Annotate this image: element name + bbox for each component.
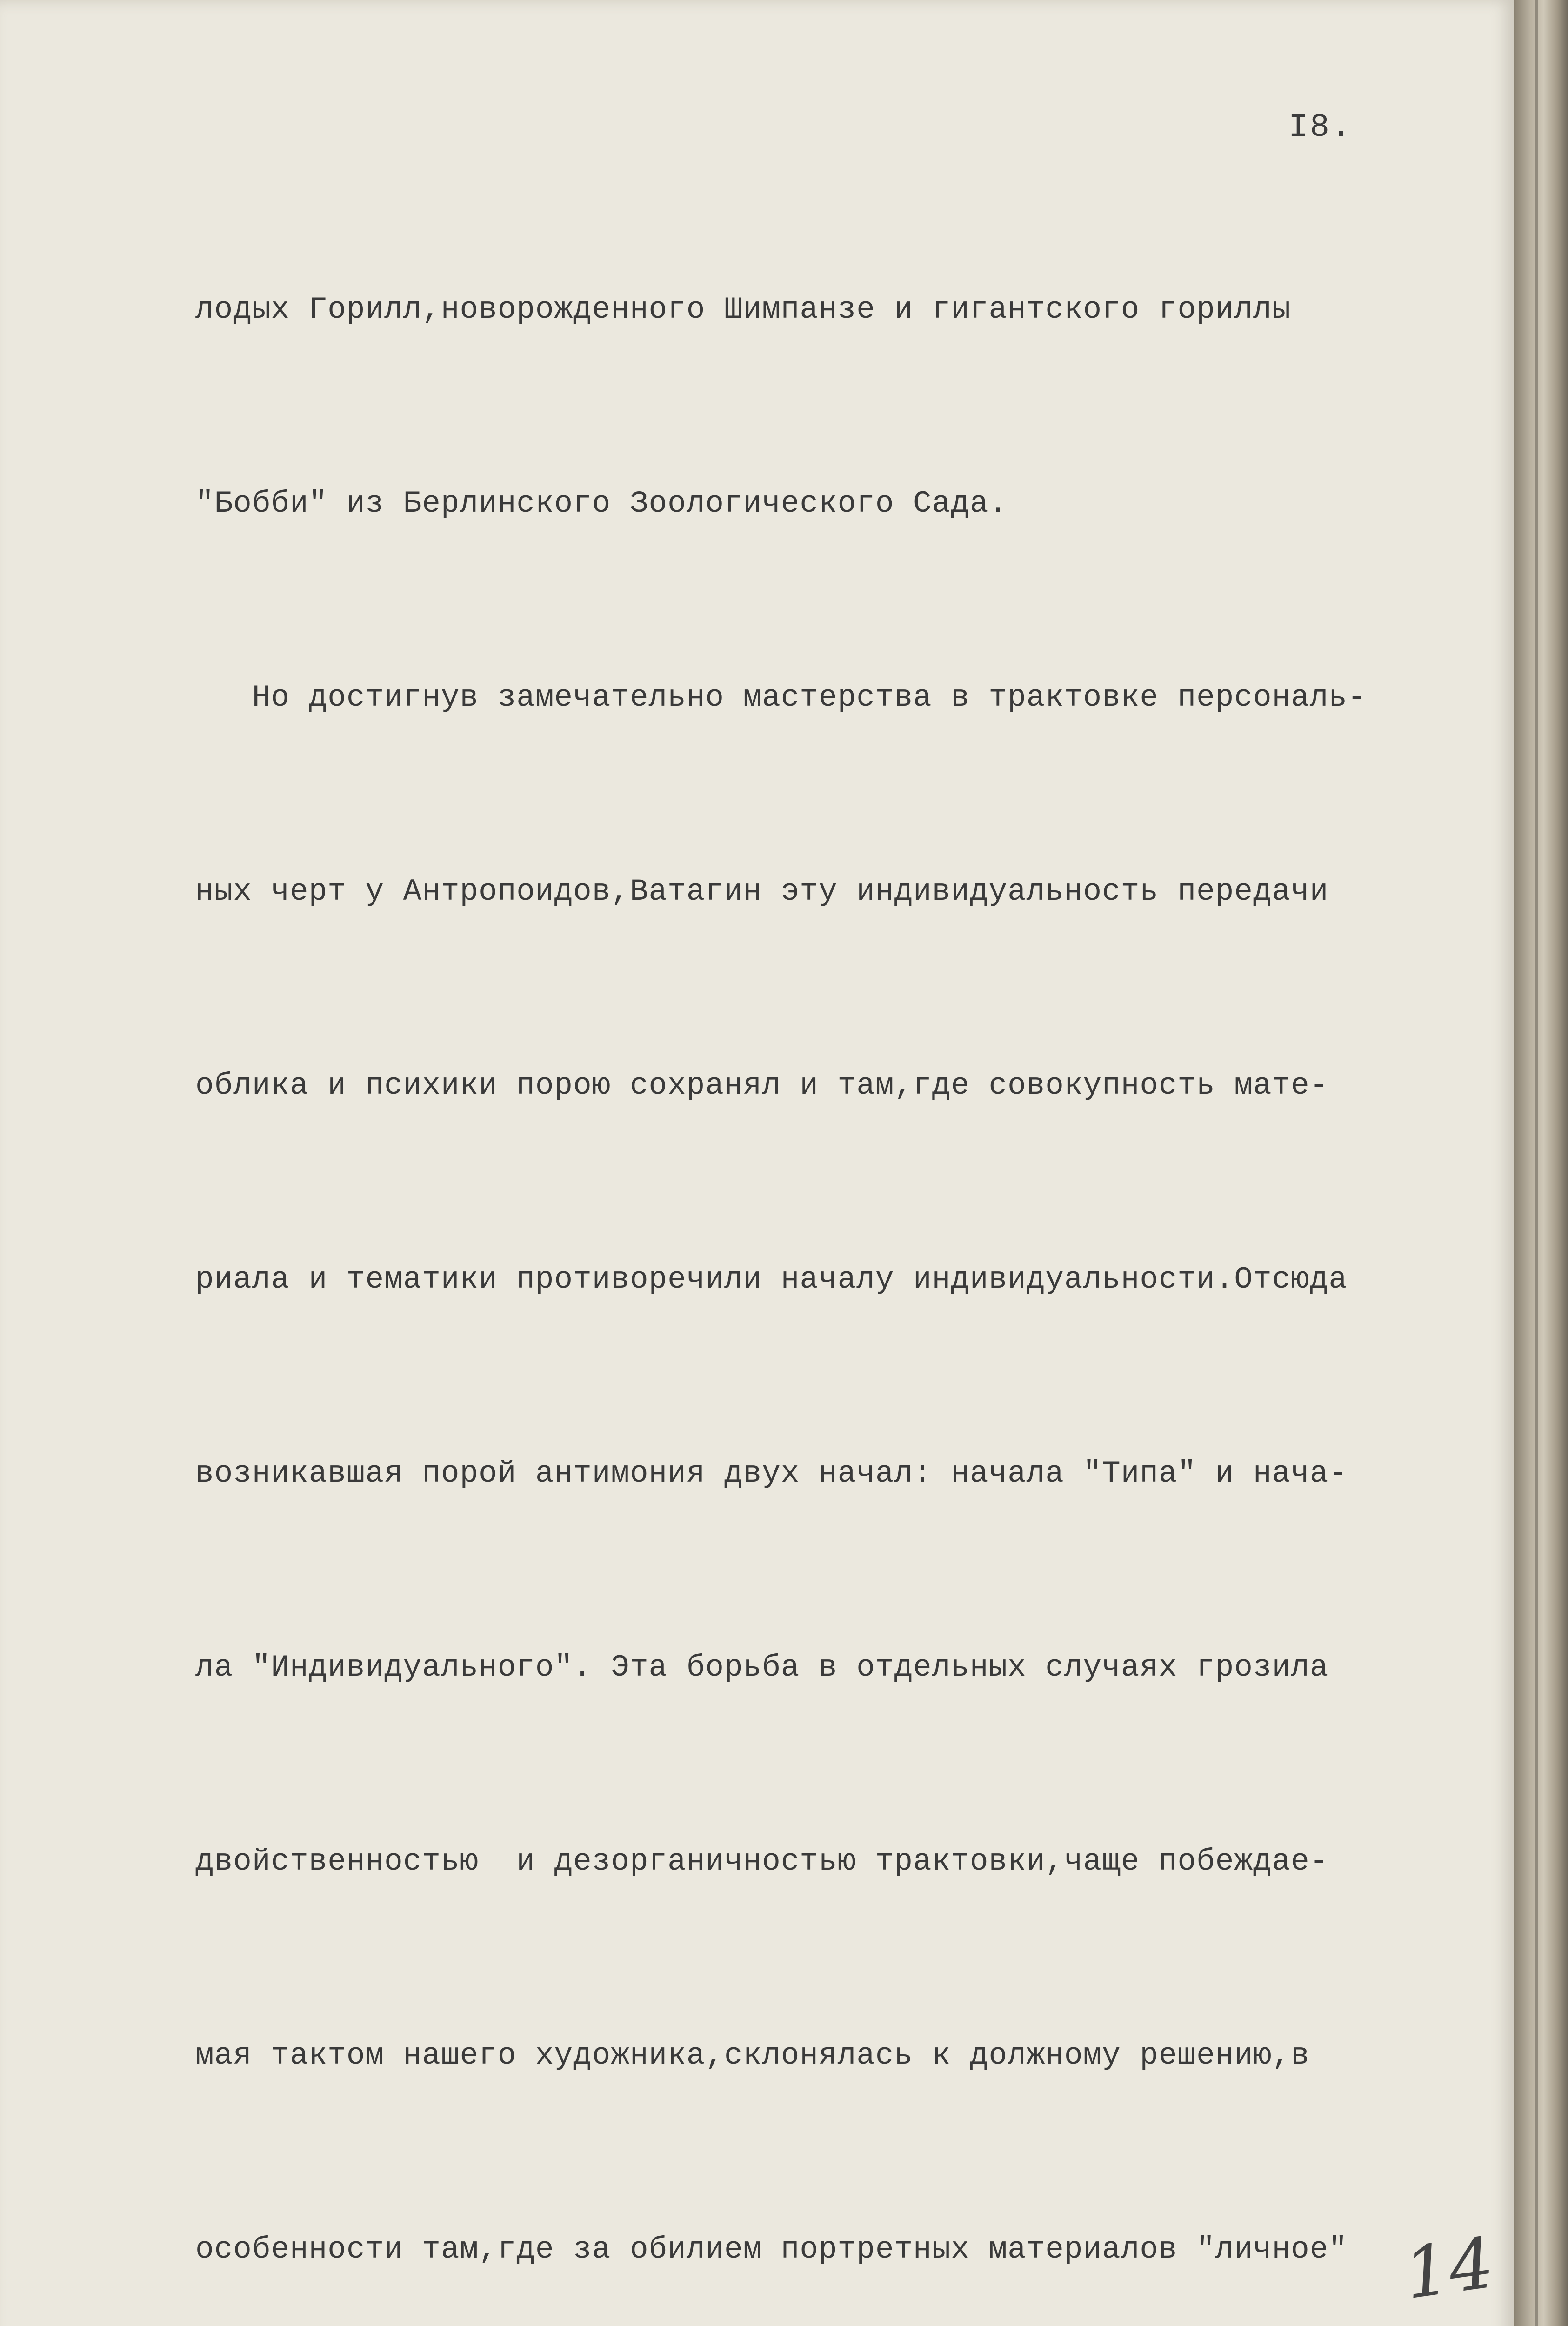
handwritten-folio-number: 14 [1399,2222,1499,2315]
text-line-1: лодых Горилл,новорожденного Шимпанзе и гигантского гориллы [195,292,1291,327]
body-text [195,148,1498,2326]
text-line-9: двойственностью и дезорганичностью трактовки,чаще побеждае- [195,1844,1329,1879]
text-line-2: "Бобби" из Берлинского Зоологического Сада. [195,486,1008,521]
text-line-5: облика и психики порою сохранял и там,где совокупность мате- [195,1068,1329,1103]
text-line-11: особенности там,где за обилием портретных материалов "личное" [195,2232,1348,2267]
page-number: I8. [1288,109,1353,146]
text-line-10: мая тактом нашего художника,склонялась к должному решению,в [195,2038,1310,2073]
text-line-6: риала и тематики противоречили началу индивидуальности.Отсюда [195,1262,1348,1297]
text-line-4: ных черт у Антропоидов,Ватагин эту индивидуальность передачи [195,874,1329,909]
text-line-3: Но достигнув замечательно мастерства в трактовке персональ- [195,680,1367,715]
binding-edge [1514,0,1568,2326]
text-line-8: ла "Индивидуального". Эта борьба в отдельных случаях грозила [195,1650,1329,1685]
binding-line [1535,0,1538,2326]
text-line-7: возникавшая порой антимония двух начал: начала "Типа" и нача- [195,1456,1348,1491]
